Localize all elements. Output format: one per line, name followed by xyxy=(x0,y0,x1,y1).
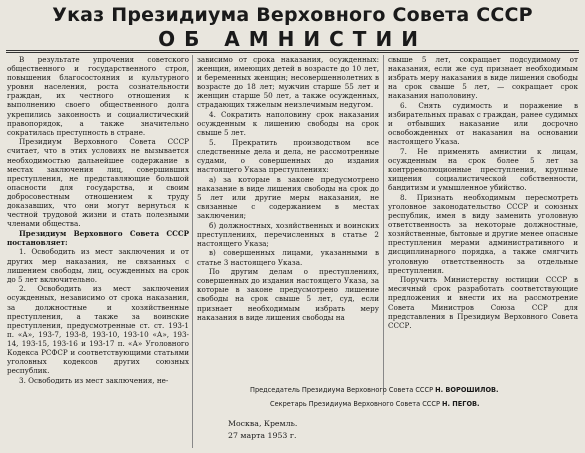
signature-name: Н. ВОРОШИЛОВ. xyxy=(435,385,499,394)
paragraph: б) должностных, хозяйственных и воинских преступлениях, перечисленных в статье 2 настоящего Указа; xyxy=(197,220,379,248)
paragraph: а) за которые в законе предусмотрено наказание в виде лишения свободы на срок до 5 лет или другие меры наказания, не связанные с содержанием в местах заключения; xyxy=(197,174,379,221)
place-and-date xyxy=(228,418,297,442)
title-rule-double xyxy=(6,52,579,53)
paragraph: 5. Прекратить производством все следственные дела и дела, не рассмотренные судами, о совершенных до издания настоящего Указа преступлениях: xyxy=(197,137,379,175)
text-column-1 xyxy=(7,55,189,448)
paragraph: 7. Не применять амнистии к лицам, осужденным на срок более 5 лет за контрреволюционные преступления, крупные хищения социалистической собственности, бандитизм и умышленное убийство. xyxy=(388,146,578,193)
paragraph: 3. Освободить из мест заключения, не- xyxy=(19,375,169,385)
place: Москва, Кремль. xyxy=(228,419,298,428)
paragraph: 8. Признать необходимым пересмотреть уголовное законодательство СССР и союзных республик, имея в виду заменить уголовную ответственность за некоторые должностные, хозяйственные, бытовые и другие менее опасные преступления мерами административного и дисциплинарного порядка, а также смягчить уголовную ответственность за отдельные преступления. xyxy=(388,192,578,275)
text-column-2 xyxy=(197,55,379,395)
column-divider xyxy=(192,55,193,448)
paragraph: В результате упрочения советского общественного и государственного строя, повышения благосостояния и культурного уровня населения, роста сознательности граждан, их честного отношения к выполнению своего общественного долга укрепились законность и социалистический правопорядок, а также значительно сократилась преступность в стране. xyxy=(7,55,189,137)
paragraph: 2. Освободить из мест заключения осужденных, независимо от срока наказания, за должностные и хозяйственные преступления, а также за воинские преступления, предусмотренные ст. ст. 193-1 п. «А», 193-7, 193-8, 193-10, 193-10 «А», 193-14, 193-15, 193-16 и 193-17 п. «А» Уголовного Кодекса РСФСР и соответствующими статьями уголовных кодексов других союзных республик. xyxy=(7,284,189,376)
signature-position: Председатель Президиума Верховного Совета СССР xyxy=(250,385,434,394)
column-divider xyxy=(383,55,384,395)
signature-secretary xyxy=(270,399,480,409)
decree-subtitle: ОБ АМНИСТИИ xyxy=(158,27,427,51)
signature-name: Н. ПЕГОВ. xyxy=(442,399,480,408)
text-column-3 xyxy=(388,55,578,395)
paragraph: Поручить Министерству юстиции СССР в месячный срок разработать соответствующие предложения и внести их на рассмотрение Совета Министров Союза ССР для представления в Президиум Верховного Совета СССР. xyxy=(388,275,578,330)
paragraph: свыше 5 лет, сокращает подсудимому от наказания, если же суд признает необходимым избрать меру наказания в виде лишения свободы на срок свыше 5 лет, — сокращает срок наказания наполовину. xyxy=(388,55,578,101)
date: 27 марта 1953 г. xyxy=(228,431,297,440)
decree-title: Указ Президиума Верховного Совета СССР xyxy=(52,4,533,26)
paragraph: По другим делам о преступлениях, совершенных до издания настоящего Указа, за которые в законе предусмотрено лишение свободы на срок свыше 5 лет, суд, если признает необходимым избрать меру наказания в виде лишения свободы на xyxy=(197,267,379,322)
paragraph: 4. Сократить наполовину срок наказания осужденным к лишению свободы на срок свыше 5 лет. xyxy=(197,110,379,138)
paragraph: 1. Освободить из мест заключения и от других мер наказания, не связанных с лишением свободы, лиц, осужденных на срок до 5 лет включительно. xyxy=(7,247,189,284)
paragraph: в) совершенных лицами, указанными в статье 3 настоящего Указа. xyxy=(197,248,379,267)
paragraph: зависимо от срока наказания, осужденных: женщин, имеющих детей в возрасте до 10 лет, и беременных женщин; несовершеннолетних в возрасте до 18 лет; мужчин старше 55 лет и женщин старше 50 лет, а также осужденных, страдающих тяжелым неизлечимым недугом. xyxy=(197,55,379,110)
signature-chairman xyxy=(250,385,499,395)
title-rule xyxy=(6,50,579,51)
paragraph: Президиум Верховного Совета СССР считает, что в этих условиях не вызывается необходимостью дальнейшее содержание в местах заключения лиц, совершивших преступления, не представляющие большой опасности для государства, и своим добросовестным отношением к труду доказавших, что они могут вернуться к честной трудовой жизни и стать полезными членами общества. xyxy=(7,137,189,229)
signature-position: Секретарь Президиума Верховного Совета СССР xyxy=(270,399,440,408)
paragraph: Президиум Верховного Совета СССР постановляет: xyxy=(7,228,189,247)
paragraph: 6. Снять судимость и поражение в избирательных правах с граждан, ранее судимых и отбывших наказание или досрочно освобожденных от наказания на основании настоящего Указа. xyxy=(388,100,578,147)
